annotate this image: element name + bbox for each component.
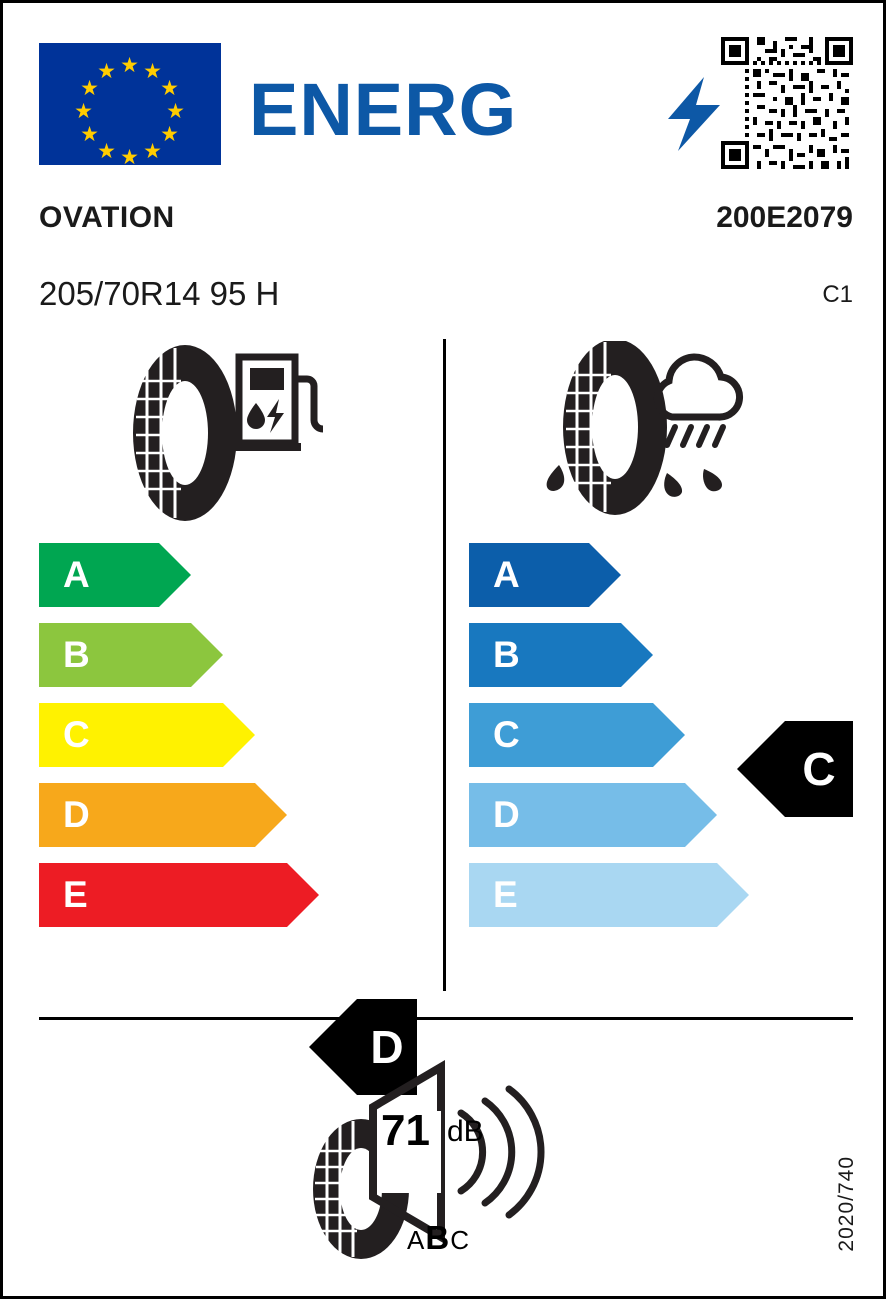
fuel-grade-e: E <box>39 863 287 927</box>
eu-star: ★ <box>97 140 116 163</box>
qr-code-icon <box>721 37 853 169</box>
wet-grade-e: E <box>469 863 717 927</box>
grade-row <box>39 775 429 855</box>
noise-class-c: C <box>450 1225 470 1255</box>
grade-row <box>39 695 429 775</box>
grade-row <box>469 615 853 695</box>
eu-star: ★ <box>120 54 139 77</box>
noise-value: 71 <box>381 1106 430 1155</box>
label-header <box>39 37 853 169</box>
tyre-size: 205/70R14 95 H <box>39 275 280 312</box>
eu-star: ★ <box>160 123 179 146</box>
eu-star: ★ <box>80 77 99 100</box>
brand-row <box>39 201 853 243</box>
grade-row <box>39 615 429 695</box>
noise-class-b: B <box>425 1219 451 1256</box>
lightning-bolt-icon <box>664 77 724 151</box>
grade-row <box>469 535 853 615</box>
noise-panel <box>39 1033 853 1263</box>
noise-class-scale <box>407 1219 470 1257</box>
grade-row <box>469 855 853 935</box>
vertical-divider <box>443 339 446 991</box>
type-code: 200E2079 <box>716 201 853 234</box>
wet-grade-b: B <box>469 623 621 687</box>
fuel-grade-b: B <box>39 623 191 687</box>
size-row <box>39 275 853 319</box>
fuel-result-badge: D <box>357 999 417 1095</box>
noise-unit: dB <box>447 1115 484 1148</box>
eu-star: ★ <box>97 60 116 83</box>
page-title: ENERG <box>249 68 518 151</box>
eu-star: ★ <box>143 60 162 83</box>
eu-star: ★ <box>166 100 185 123</box>
eu-star: ★ <box>80 123 99 146</box>
eu-star: ★ <box>143 140 162 163</box>
wet-grade-d: D <box>469 783 685 847</box>
eu-star: ★ <box>74 100 93 123</box>
noise-class-a: A <box>407 1225 426 1255</box>
regulation-reference: 2020/740 <box>835 1156 858 1252</box>
eu-flag-icon <box>39 43 221 165</box>
fuel-grade-d: D <box>39 783 255 847</box>
horizontal-divider <box>39 1017 853 1020</box>
grade-row <box>39 855 429 935</box>
fuel-grade-c: C <box>39 703 223 767</box>
fuel-grade-a: A <box>39 543 159 607</box>
tyre-speaker-noise-icon <box>289 1047 619 1263</box>
tyre-fuel-pump-icon <box>39 339 429 529</box>
wet-grip-panel <box>469 339 853 915</box>
tyre-class: C1 <box>822 281 853 308</box>
wet-result-badge: C <box>785 721 853 817</box>
tyre-rain-cloud-icon <box>469 339 853 529</box>
brand-name: OVATION <box>39 201 175 234</box>
fuel-grade-scale <box>39 535 429 935</box>
fuel-efficiency-panel <box>39 339 429 1073</box>
wet-grade-c: C <box>469 703 653 767</box>
grade-row <box>39 535 429 615</box>
wet-grade-a: A <box>469 543 589 607</box>
eu-star: ★ <box>160 77 179 100</box>
eu-star: ★ <box>120 146 139 165</box>
